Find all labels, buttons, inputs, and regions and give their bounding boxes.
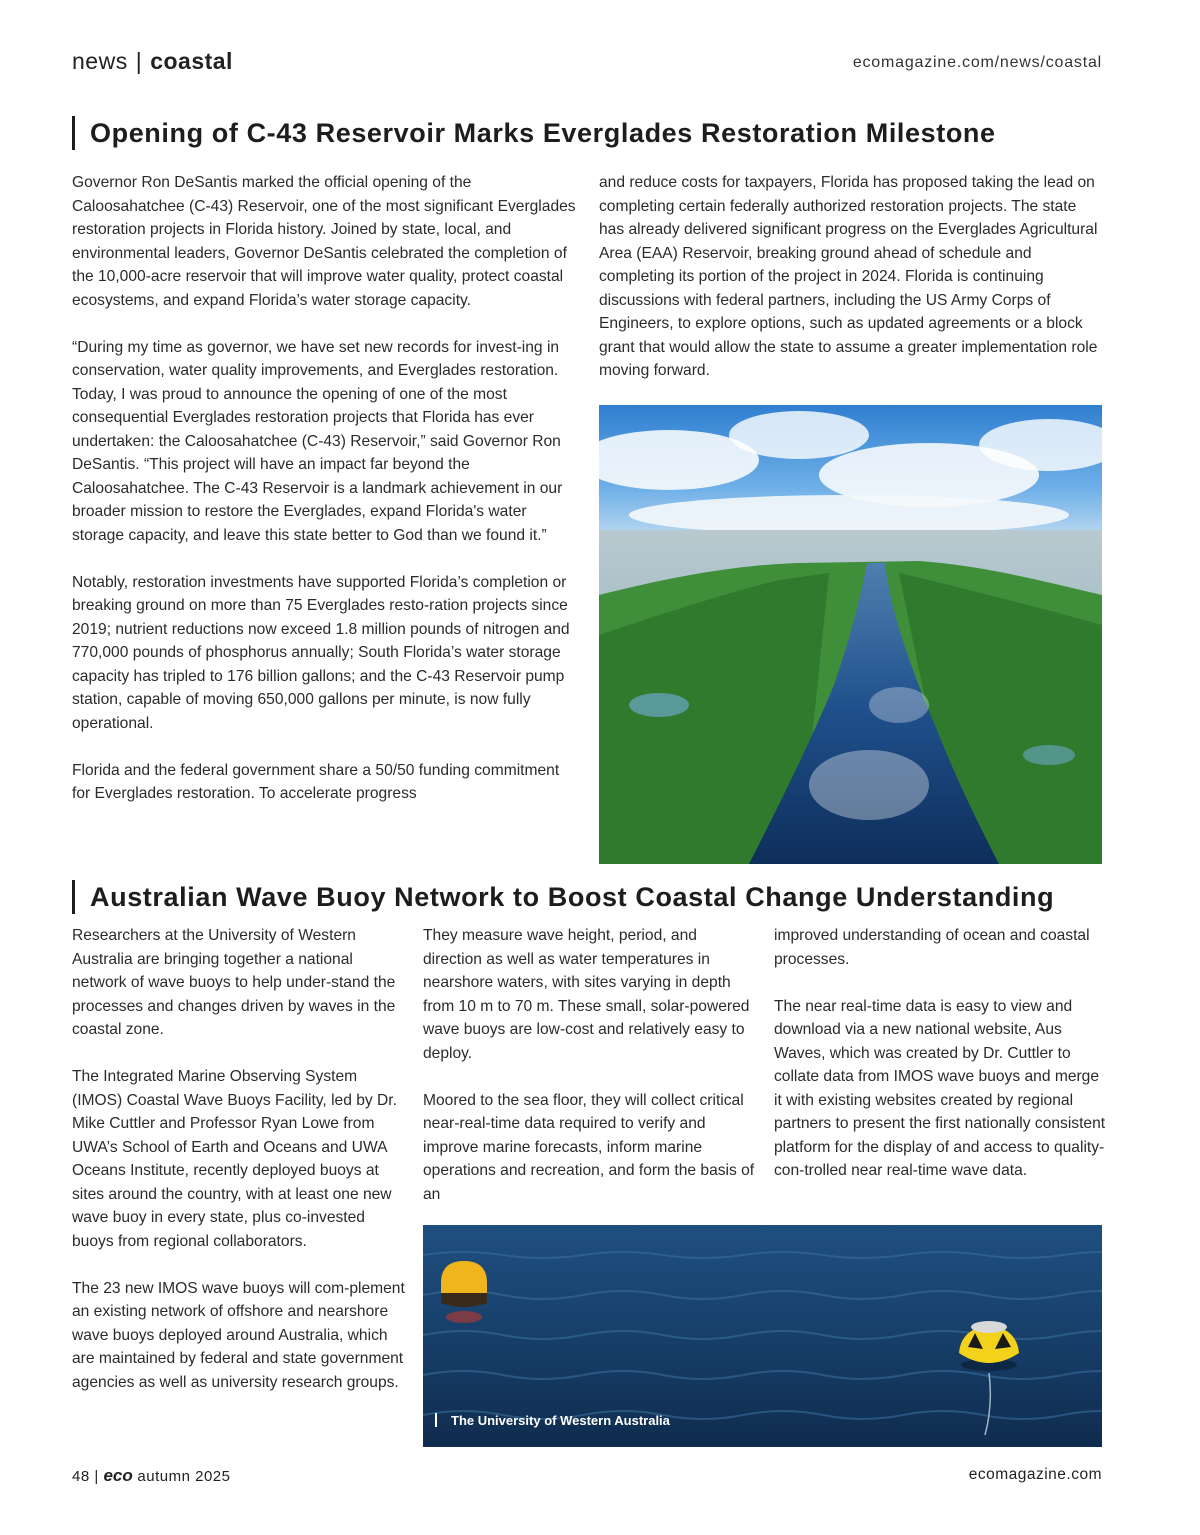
- photo-caption-text: The University of Western Australia: [451, 1413, 670, 1428]
- paragraph: Researchers at the University of Western Australia are bringing together a national network of wave buoys to help under-stand the processes and changes driven by waves in the coastal zone.: [72, 927, 396, 1038]
- article1-column-2: [599, 171, 1105, 383]
- page-footer-left: [72, 1466, 230, 1486]
- paragraph: improved understanding of ocean and coastal processes.: [774, 927, 1090, 968]
- paragraph: Florida and the federal government share a 50/50 funding commitment for Everglades restoration. To accelerate progress: [72, 761, 560, 802]
- article2-title-text: Australian Wave Buoy Network to Boost Coastal Change Understanding: [90, 882, 1055, 912]
- paragraph: The 23 new IMOS wave buoys will com-plement an existing network of offshore and nearshore wave buoys deployed around Australia, which are maintained by federal and state government agencies as well as university research groups.: [72, 1279, 405, 1391]
- article1-title: [72, 116, 1112, 150]
- footer-separator: |: [94, 1468, 99, 1485]
- article2-column-2: [423, 924, 757, 1206]
- issue-label: autumn 2025: [137, 1468, 231, 1485]
- page-number: 48: [72, 1468, 90, 1485]
- section-separator: |: [135, 48, 143, 74]
- photo-caption: [435, 1413, 670, 1428]
- caption-bar: [435, 1413, 437, 1427]
- subsection-name: coastal: [150, 48, 233, 74]
- paragraph: Moored to the sea floor, they will collect critical near-real-time data required to verify and improve marine forecasts, inform marine operations and recreation, and form the basis of an: [423, 1091, 755, 1203]
- paragraph: “During my time as governor, we have set new records for invest-ing in conservation, water quality improvements, and Everglades restoration. Today, I was proud to announce the opening of one of the most consequential Everglades restoration projects that Florida has ever undertaken: the Caloosahatchee (C-43) Reservoir,” said Governor Ron DeSantis. “This project will have an impact far beyond the Caloosahatchee. The C-43 Reservoir is a landmark achievement in our broader mission to restore the Everglades, expand Florida's water storage capacity, and leave this state better to God than we found it.”: [72, 338, 563, 544]
- paragraph: Governor Ron DeSantis marked the official opening of the Caloosahatchee (C-43) Reservoir, one of the most significant Everglades restoration projects in Florida history. Joined by state, local, and environmental leaders, Governor DeSantis celebrated the completion of the 10,000-acre reservoir that will improve water quality, protect coastal ecosystems, and expand Florida’s water storage capacity.: [72, 174, 576, 309]
- headline-bar: [72, 116, 75, 150]
- article2-column-3: [774, 924, 1108, 1183]
- article2-column-1: [72, 924, 406, 1394]
- everglades-aerial-photo: [599, 405, 1102, 864]
- paragraph: The Integrated Marine Observing System (IMOS) Coastal Wave Buoys Facility, led by Dr. Mike Cuttler and Professor Ryan Lowe from UWA’s School of Earth and Oceans and UWA Oceans Institute, recently deployed buoys at sites around the country, with at least one new wave buoy in every state, plus co-invested buoys from regional collaborators.: [72, 1068, 397, 1250]
- article2-title: [72, 880, 1112, 914]
- everglades-image: [599, 405, 1102, 864]
- brand-logo: eco: [103, 1466, 133, 1485]
- section-label: [72, 48, 233, 75]
- paragraph: and reduce costs for taxpayers, Florida has proposed taking the lead on completing certain federally authorized restoration projects. The state has already delivered significant progress on the Everglades Agricultural Area (EAA) Reservoir, breaking ground ahead of schedule and completing its portion of the project in 2024. Florida is continuing discussions with federal partners, including the US Army Corps of Engineers, to explore options, such as updated agreements or a block grant that would allow the state to assume a greater implementation role moving forward.: [599, 174, 1098, 379]
- headline-bar: [72, 880, 75, 914]
- paragraph: The near real-time data is easy to view and download via a new national website, Aus Waves, which was created by Dr. Cuttler to collate data from IMOS wave buoys and merge it with existing websites created by regional partners to present the first nationally consistent platform for the display of and access to quality-con-trolled near real-time wave data.: [774, 997, 1106, 1179]
- paragraph: Notably, restoration investments have supported Florida’s completion or breaking ground on more than 75 Everglades resto-ration projects since 2019; nutrient reductions now exceed 1.8 million pounds of nitrogen and 770,000 pounds of phosphorus annually; South Florida’s water storage capacity has tripled to 176 billion gallons; and the C-43 Reservoir pump station, capable of moving 650,000 gallons per minute, is now fully operational.: [72, 573, 570, 732]
- page-header: [72, 48, 1102, 78]
- article1-column-1: [72, 171, 578, 806]
- section-url[interactable]: ecomagazine.com/news/coastal: [852, 54, 1102, 71]
- article1-title-text: Opening of C-43 Reservoir Marks Everglades Restoration Milestone: [90, 118, 996, 148]
- footer-site-url[interactable]: ecomagazine.com: [968, 1466, 1102, 1483]
- section-name: news: [72, 48, 128, 74]
- paragraph: They measure wave height, period, and direction as well as water temperatures in nearshore waters, with sites varying in depth from 10 m to 70 m. These small, solar-powered wave buoys are low-cost and relatively easy to deploy.: [423, 927, 750, 1062]
